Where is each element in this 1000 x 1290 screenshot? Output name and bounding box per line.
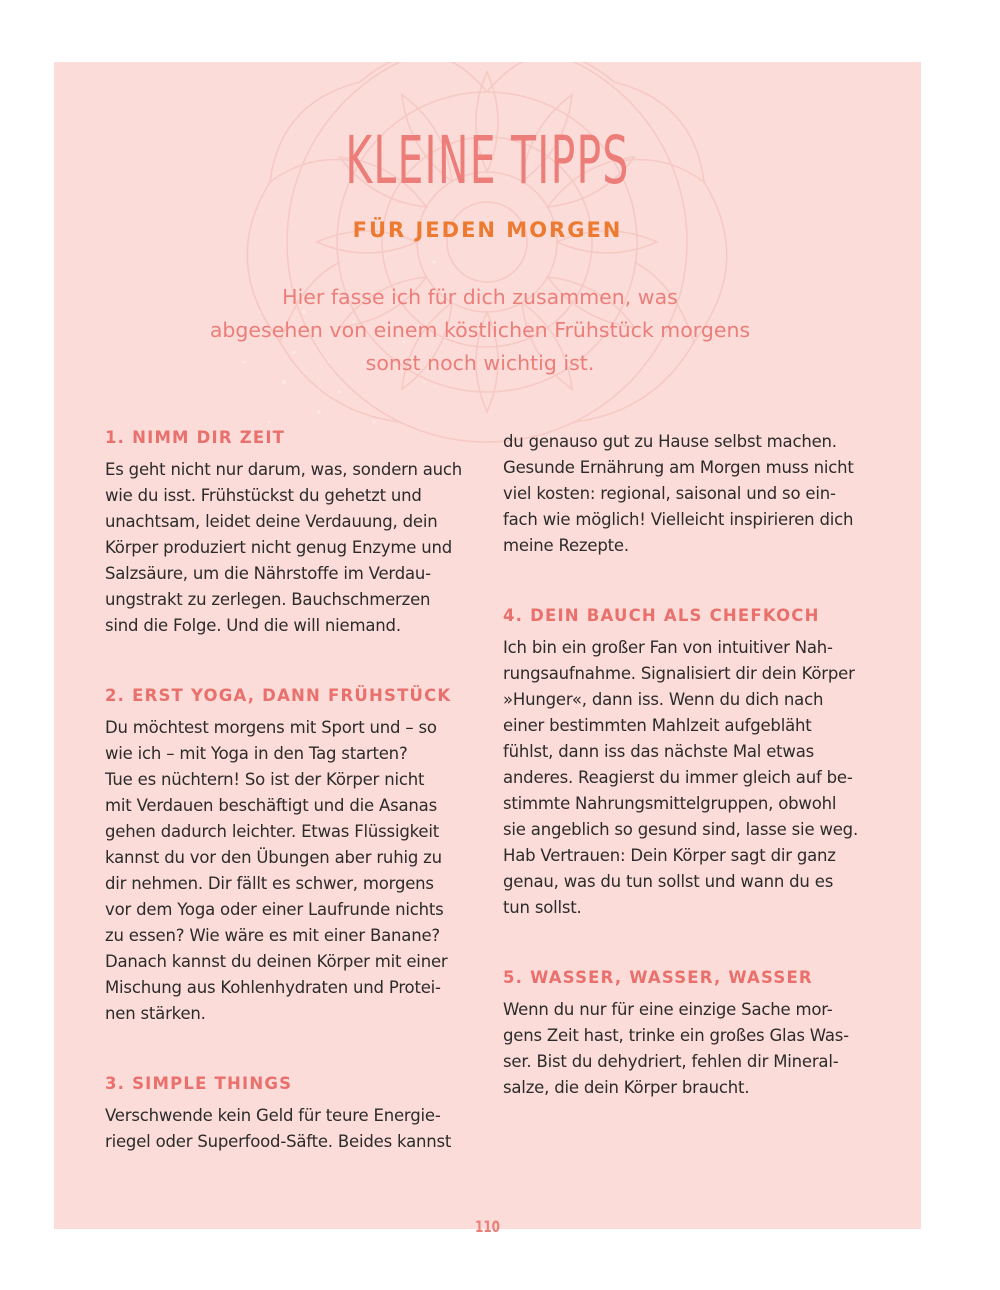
left-column [105, 425, 465, 1199]
page-number: 110 [474, 1217, 501, 1236]
tip-section-3-continued [503, 429, 863, 559]
tip-text-continuation: du genauso gut zu Hause selbst machen. Gesunde Ernährung am Morgen muss nicht viel kosten: regional, saisonal und so ein- fach wie möglich! Vielleicht inspirieren dich meine Rezepte. [503, 432, 854, 555]
tip-text: Verschwende kein Geld für teure Energie- riegel oder Superfood-Säfte. Beides kannst [105, 1106, 452, 1151]
tip-heading: 3. SIMPLE THINGS [105, 1074, 293, 1093]
page-title: KLEINE TIPPS [345, 122, 630, 199]
tip-section-4 [503, 603, 863, 921]
tip-heading: 5. WASSER, WASSER, WASSER [503, 968, 813, 987]
tip-text: Es geht nicht nur darum, was, sondern auch wie du isst. Frühstückst du gehetzt und unachtsam, leidet deine Verdauung, dein Körper produziert nicht genug Enzyme und Salzsäure, um die Nährstoffe im Verdau- ungstrakt zu zerlegen. Bauchschmerzen sind die Folge. Und die will niemand. [105, 460, 463, 635]
tip-heading: 1. NIMM DIR ZEIT [105, 428, 286, 447]
tip-section-5 [503, 965, 863, 1101]
tip-heading: 2. ERST YOGA, DANN FRÜHSTÜCK [105, 686, 452, 705]
right-column [503, 429, 863, 1145]
tip-heading: 4. DEIN BAUCH ALS CHEFKOCH [503, 606, 820, 625]
tip-section-3 [105, 1071, 465, 1155]
tip-text: Ich bin ein großer Fan von intuitiver Nah- rungsaufnahme. Signalisiert dir dein Körper »Hunger«, dann iss. Wenn du dich nach einer bestimmten Mahlzeit aufgebläht fühlst, dann iss das nächste Mal etwas anderes. Reagierst du immer gleich auf be- stimmte Nahrungsmittelgruppen, obwohl sie angeblich so gesund sind, lasse sie weg. Hab Vertrauen: Dein Körper sagt dir ganz genau, was du tun sollst und wann du es tun sollst. [503, 638, 859, 917]
tip-section-1 [105, 425, 465, 639]
tip-text: Du möchtest morgens mit Sport und – so wie ich – mit Yoga in den Tag starten? Tue es nüchtern! So ist der Körper nicht mit Verdauen beschäftigt und die Asanas gehen dadurch leichter. Etwas Flüssigkeit kannst du vor den Übungen aber ruhig zu dir nehmen. Dir fällt es schwer, morgens vor dem Yoga oder einer Laufrunde nichts zu essen? Wie wäre es mit einer Banane? Danach kannst du deinen Körper mit einer Mischung aus Kohlenhydraten und Protei- nen stärken. [105, 718, 448, 1023]
tip-text: Wenn du nur für eine einzige Sache mor- gens Zeit hast, trinke ein großes Glas Was- ser. Bist du dehydriert, fehlen dir Mineral- salze, die dein Körper braucht. [503, 1000, 849, 1097]
page-subtitle: FÜR JEDEN MORGEN [352, 218, 623, 242]
intro-text: Hier fasse ich für dich zusammen, was abgesehen von einem köstlichen Frühstück morgens sonst noch wichtig ist. [209, 285, 751, 375]
tip-section-2 [105, 683, 465, 1027]
